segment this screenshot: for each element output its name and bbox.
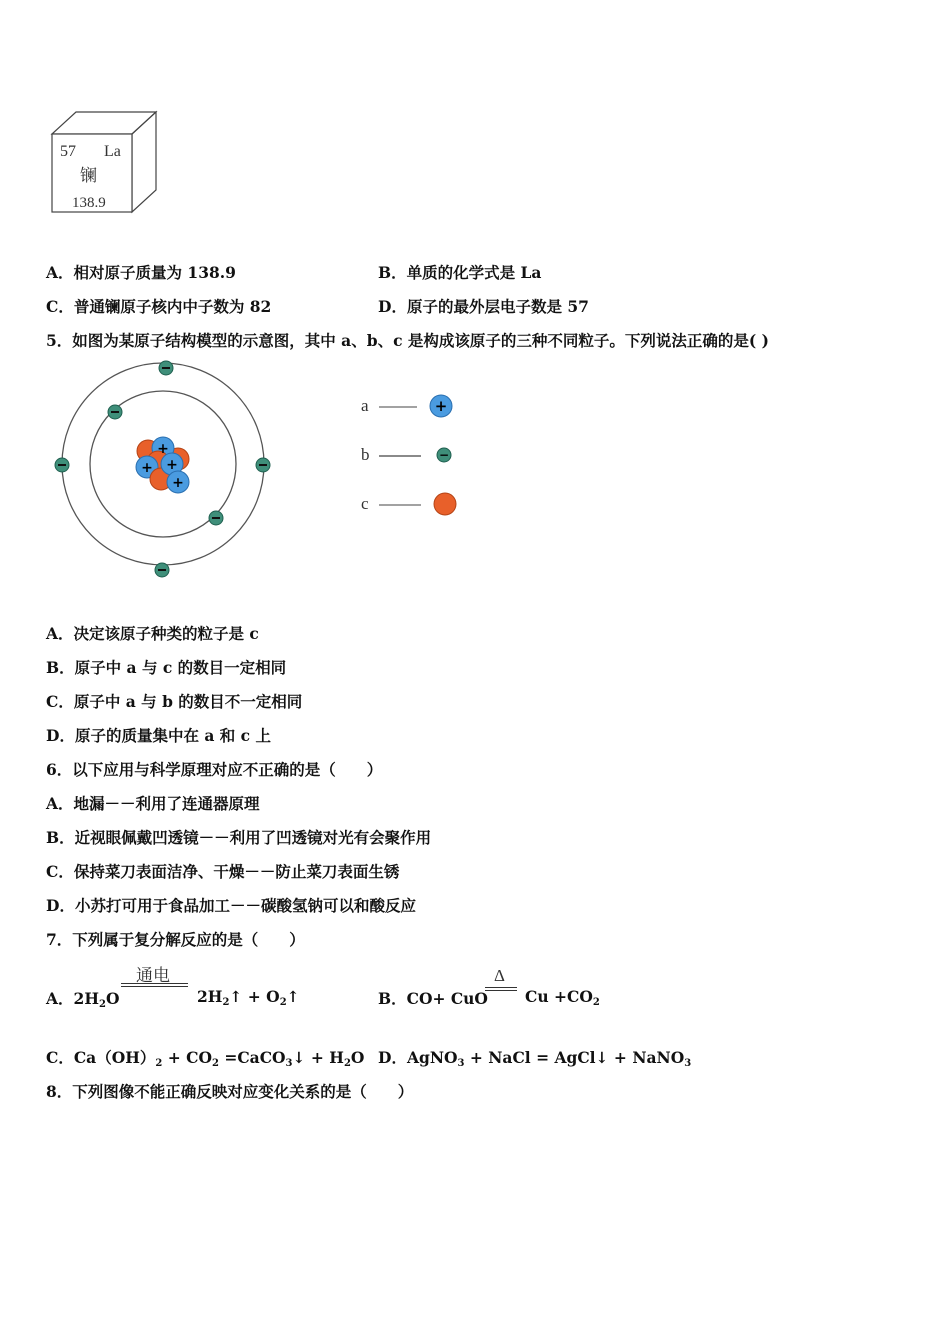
q7-option-d: D．AgNO$_3$ + NaCl = AgCl↓ + NaNO$_3$ — [378, 1048, 692, 1069]
q7-b-products: $Cu +CO_2$ — [525, 987, 600, 1008]
svg-text:b: b — [361, 445, 370, 464]
q7-a-condition: 通电 — [136, 966, 170, 985]
legend-item-c — [361, 493, 456, 515]
q7-a-equals-sign — [121, 983, 188, 987]
svg-text:c: c — [361, 494, 369, 513]
nucleus — [136, 437, 189, 493]
q6-stem: 6．以下应用与科学原理对应不正确的是（ ） — [46, 760, 383, 779]
element-name: 镧 — [80, 166, 97, 185]
q8-stem: 8．下列图像不能正确反映对应变化关系的是（ ） — [46, 1082, 414, 1101]
q4-option-a: A．相对原子质量为 138.9 — [46, 263, 236, 282]
q7-stem: 7．下列属于复分解反应的是（ ） — [46, 930, 305, 949]
electron — [55, 458, 69, 472]
element-symbol: La — [104, 143, 121, 160]
q4-option-d: D．原子的最外层电子数是 57 — [378, 297, 589, 316]
electron — [155, 563, 169, 577]
electron — [209, 511, 223, 525]
q7-option-c: C．$Ca(OH)_2 + CO_2$ =CaCO$_3$↓ + $H_2O$ — [46, 1048, 365, 1069]
electron — [108, 405, 122, 419]
q6-option-a: A．地漏－－利用了连通器原理 — [46, 794, 260, 813]
q5-option-a: A．决定该原子种类的粒子是 c — [46, 624, 259, 643]
legend-item-b — [361, 445, 451, 464]
svg-text:+: + — [141, 460, 153, 476]
svg-text:+: + — [166, 457, 178, 473]
particle-legend — [355, 390, 475, 520]
q5-option-b: B．原子中 a 与 c 的数目一定相同 — [46, 658, 287, 677]
q7-option-a: A．$2H_2O$ — [46, 989, 120, 1010]
svg-text:a: a — [361, 396, 369, 415]
q7-option-b: B．CO+ CuO — [378, 989, 488, 1008]
svg-text:+: + — [157, 441, 169, 457]
q4-option-b: B．单质的化学式是 La — [378, 263, 542, 282]
electron — [256, 458, 270, 472]
q7-a-products: $2H_2↑$ + $O_2↑$ — [197, 987, 300, 1008]
svg-text:−: − — [438, 448, 450, 462]
q4-option-c: C．普通镧原子核内中子数为 82 — [46, 297, 272, 316]
atom-model-diagram — [50, 358, 280, 580]
element-card — [46, 108, 162, 218]
svg-text:+: + — [172, 475, 184, 491]
q6-option-d: D．小苏打可用于食品加工－－碳酸氢钠可以和酸反应 — [46, 896, 416, 915]
element-mass: 138.9 — [72, 195, 106, 211]
q6-option-c: C．保持菜刀表面洁净、干燥－－防止菜刀表面生锈 — [46, 862, 400, 881]
q5-option-c: C．原子中 a 与 b 的数目不一定相同 — [46, 692, 303, 711]
legend-item-a — [361, 395, 452, 417]
q7-b-condition: Δ — [494, 966, 505, 985]
electron — [159, 361, 173, 375]
q7-b-equals-sign — [485, 987, 517, 991]
svg-text:+: + — [434, 397, 448, 415]
q5-stem: 5．如图为某原子结构模型的示意图，其中 a、b、c 是构成该原子的三种不同粒子。下列说法正确的是( ) — [46, 331, 769, 350]
q5-option-d: D．原子的质量集中在 a 和 c 上 — [46, 726, 272, 745]
element-number: 57 — [60, 143, 76, 160]
q6-option-b: B．近视眼佩戴凹透镜－－利用了凹透镜对光有会聚作用 — [46, 828, 432, 847]
